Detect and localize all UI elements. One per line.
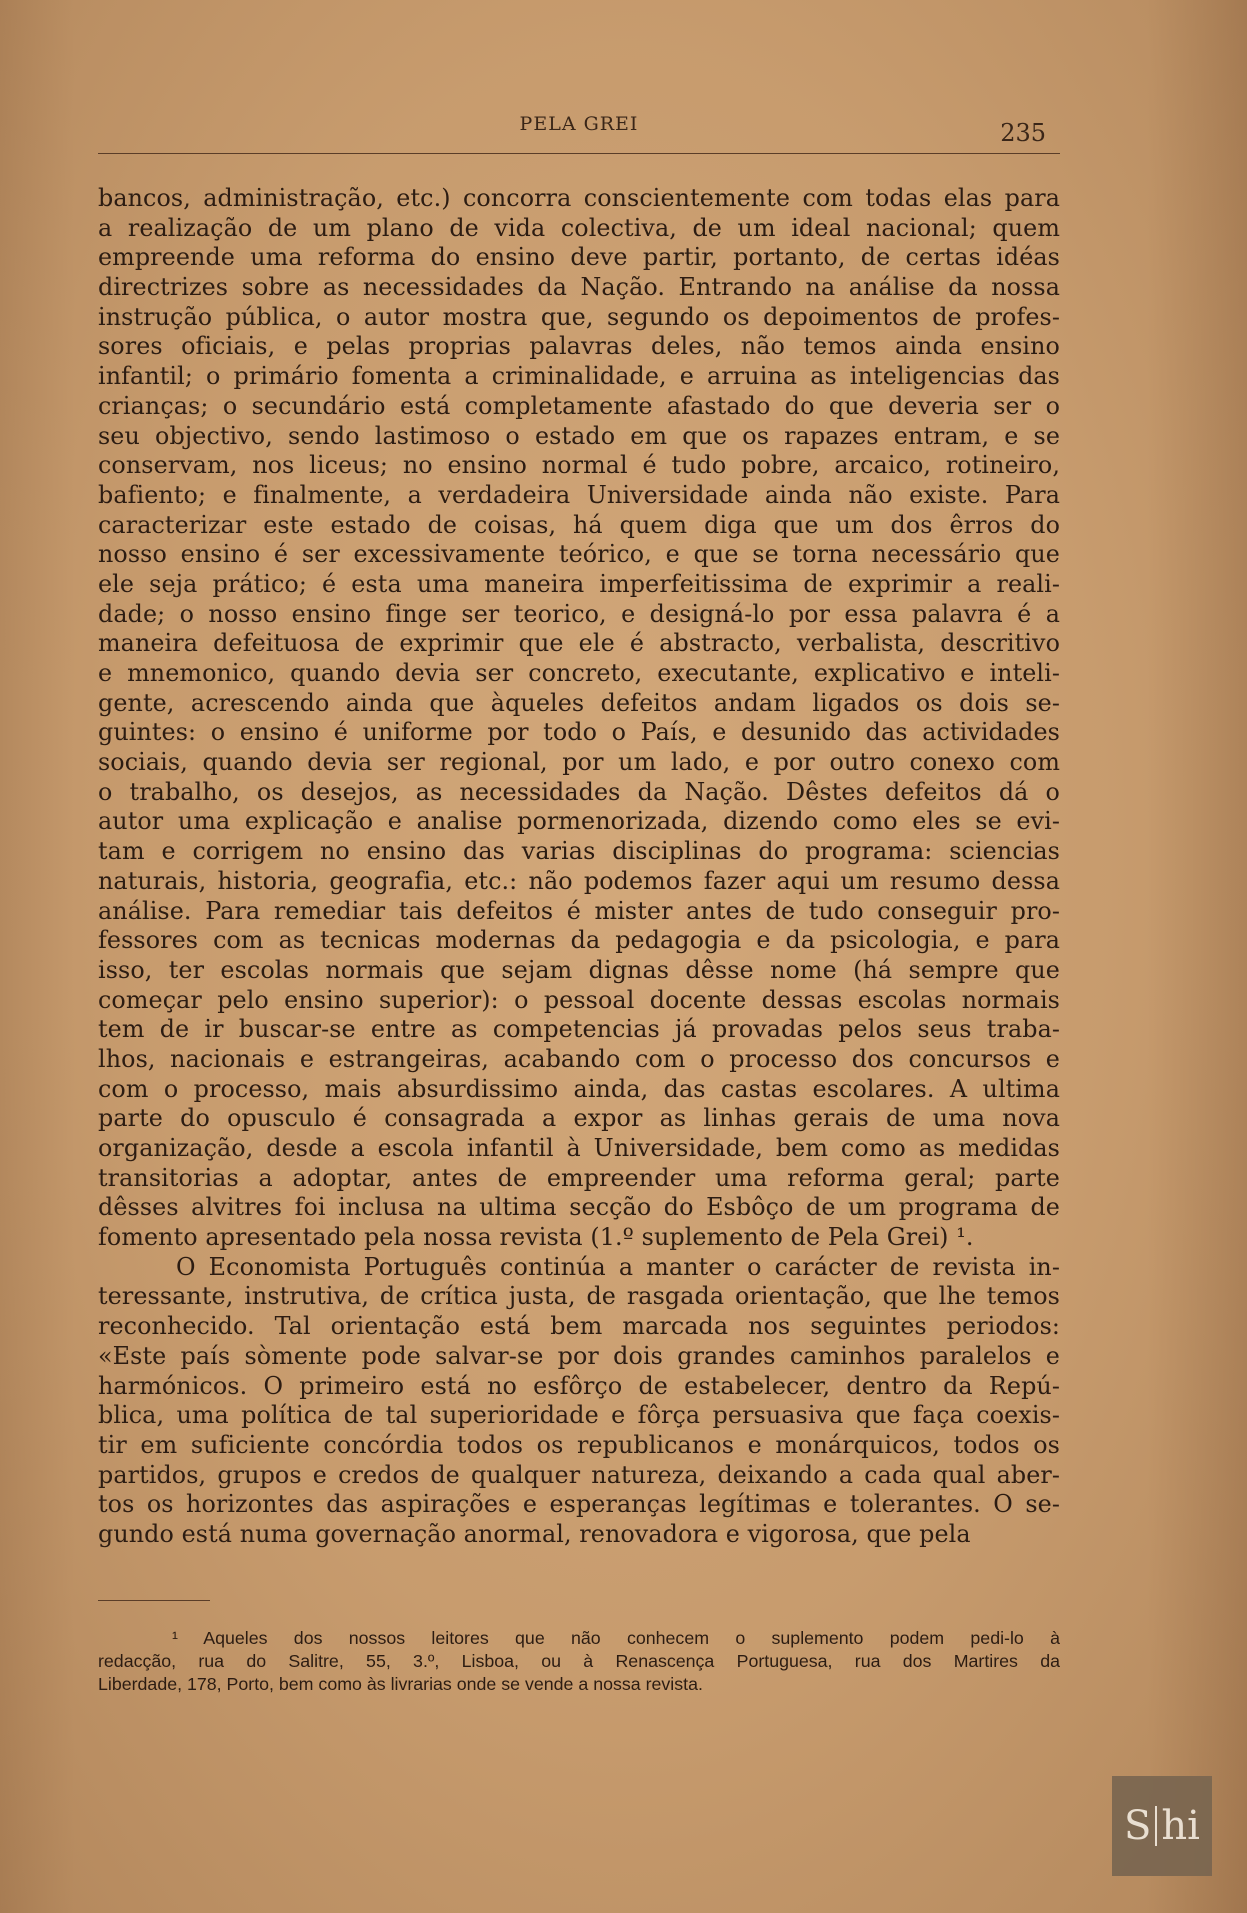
body-line: bafiento; e finalmente, a verdadeira Universidade ainda não existe. Para	[98, 480, 1060, 509]
body-line: ele seja prático; é esta uma maneira imperfeitissima de exprimir a reali-	[98, 569, 1060, 598]
body-line: conservam, nos liceus; no ensino normal é tudo pobre, arcaico, rotineiro,	[98, 451, 1060, 480]
body-line: naturais, historia, geografia, etc.: não podemos fazer aqui um resumo dessa	[98, 866, 1060, 895]
body-line: o trabalho, os desejos, as necessidades da Nação. Dêstes defeitos dá o	[98, 777, 1060, 806]
body-line: a realização de um plano de vida colectiva, de um ideal nacional; quem	[98, 213, 1060, 242]
page-number: 235	[1000, 119, 1046, 147]
body-line: transitorias a adoptar, antes de empreender uma reforma geral; parte	[98, 1163, 1060, 1192]
body-line: dade; o nosso ensino finge ser teorico, e designá-lo por essa palavra é a	[98, 599, 1060, 628]
running-title: PELA GREI	[519, 113, 639, 135]
archive-logo	[1112, 1776, 1212, 1876]
body-line: análise. Para remediar tais defeitos é mister antes de tudo conseguir pro-	[98, 896, 1060, 925]
body-line: partidos, grupos e credos de qualquer natureza, deixando a cada qual aber-	[98, 1460, 1060, 1489]
footnote-line: redacção, rua do Salitre, 55, 3.º, Lisboa, ou à Renascença Portuguesa, rua dos Martires da	[98, 1650, 1060, 1671]
archive-logo-right: hi	[1161, 1803, 1200, 1849]
body-line: directrizes sobre as necessidades da Nação. Entrando na análise da nossa	[98, 273, 1060, 302]
body-line: teressante, instrutiva, de crítica justa, de rasgada orientação, que lhe temos	[98, 1282, 1060, 1311]
body-line: autor uma explicação e analise pormenorizada, dizendo como eles se evi-	[98, 807, 1060, 836]
page	[98, 105, 1060, 1696]
footnote-rule	[98, 1600, 210, 1601]
body-line: bancos, administração, etc.) concorra conscientemente com todas elas para	[98, 184, 1060, 212]
body-text	[98, 184, 1060, 1550]
body-line: fessores com as tecnicas modernas da pedagogia e da psicologia, e para	[98, 926, 1060, 955]
body-line: guintes: o ensino é uniforme por todo o País, e desunido das actividades	[98, 718, 1060, 747]
body-line: isso, ter escolas normais que sejam dignas dêsse nome (há sempre que	[98, 955, 1060, 984]
body-line: gente, acrescendo ainda que àqueles defeitos andam ligados os dois se-	[98, 688, 1060, 717]
archive-logo-bar	[1155, 1806, 1157, 1846]
body-line: parte do opusculo é consagrada a expor as linhas gerais de uma nova	[98, 1104, 1060, 1133]
running-head	[98, 105, 1060, 154]
body-line: organização, desde a escola infantil à Universidade, bem como as medidas	[98, 1134, 1060, 1162]
body-line: infantil; o primário fomenta a criminalidade, e arruina as inteligencias das	[98, 362, 1060, 391]
body-line: com o processo, mais absurdissimo ainda, das castas escolares. A ultima	[98, 1074, 1060, 1103]
body-line: tir em suficiente concórdia todos os republicanos e monárquicos, todos os	[98, 1430, 1060, 1459]
body-line: instrução pública, o autor mostra que, segundo os depoimentos de profes-	[98, 302, 1060, 331]
body-line: lhos, nacionais e estrangeiras, acabando com o processo dos concursos e	[98, 1044, 1060, 1073]
archive-logo-left: S	[1124, 1803, 1152, 1849]
body-line: blica, uma política de tal superioridade e fôrça persuasiva que faça coexis-	[98, 1401, 1060, 1430]
body-line: nosso ensino é ser excessivamente teórico, e que se torna necessário que	[98, 540, 1060, 569]
body-line: seu objectivo, sendo lastimoso o estado em que os rapazes entram, e se	[98, 421, 1060, 450]
body-line: tem de ir buscar-se entre as competencias já provadas pelos seus traba-	[98, 1015, 1060, 1044]
body-line: tos os horizontes das aspirações e esperanças legítimas e tolerantes. O se-	[98, 1490, 1060, 1519]
body-line: gundo está numa governação anormal, renovadora e vigorosa, que pela	[98, 1519, 971, 1548]
body-line: começar pelo ensino superior): o pessoal docente dessas escolas normais	[98, 985, 1060, 1014]
body-line: maneira defeituosa de exprimir que ele é abstracto, verbalista, descritivo	[98, 629, 1060, 658]
footnote	[98, 1627, 1060, 1696]
body-line: crianças; o secundário está completamente afastado do que deveria ser o	[98, 391, 1060, 420]
body-line: fomento apresentado pela nossa revista (1.º suplemento de Pela Grei) ¹.	[98, 1223, 974, 1252]
footnote-line: ¹ Aqueles dos nossos leitores que não conhecem o suplemento podem pedi-lo à	[172, 1627, 1060, 1648]
body-line: caracterizar este estado de coisas, há quem diga que um dos êrros do	[98, 510, 1060, 539]
body-line: reconhecido. Tal orientação está bem marcada nos seguintes periodos:	[98, 1312, 1060, 1341]
body-line: empreende uma reforma do ensino deve partir, portanto, de certas idéas	[98, 243, 1060, 272]
body-line: harmónicos. O primeiro está no esfôrço de estabelecer, dentro da Repú-	[98, 1371, 1060, 1400]
body-line: O Economista Português continúa a manter o carácter de revista in-	[176, 1252, 1060, 1281]
body-line: e mnemonico, quando devia ser concreto, executante, explicativo e inteli-	[98, 659, 1060, 687]
body-line: tam e corrigem no ensino das varias disciplinas do programa: sciencias	[98, 837, 1060, 866]
body-line: dêsses alvitres foi inclusa na ultima secção do Esbôço de um programa de	[98, 1193, 1060, 1222]
footnote-line: Liberdade, 178, Porto, bem como às livrarias onde se vende a nossa revista.	[98, 1673, 703, 1694]
body-line: sores oficiais, e pelas proprias palavras deles, não temos ainda ensino	[98, 332, 1060, 361]
body-line: «Este país sòmente pode salvar-se por dois grandes caminhos paralelos e	[98, 1341, 1060, 1370]
body-line: sociais, quando devia ser regional, por um lado, e por outro conexo com	[98, 748, 1060, 777]
